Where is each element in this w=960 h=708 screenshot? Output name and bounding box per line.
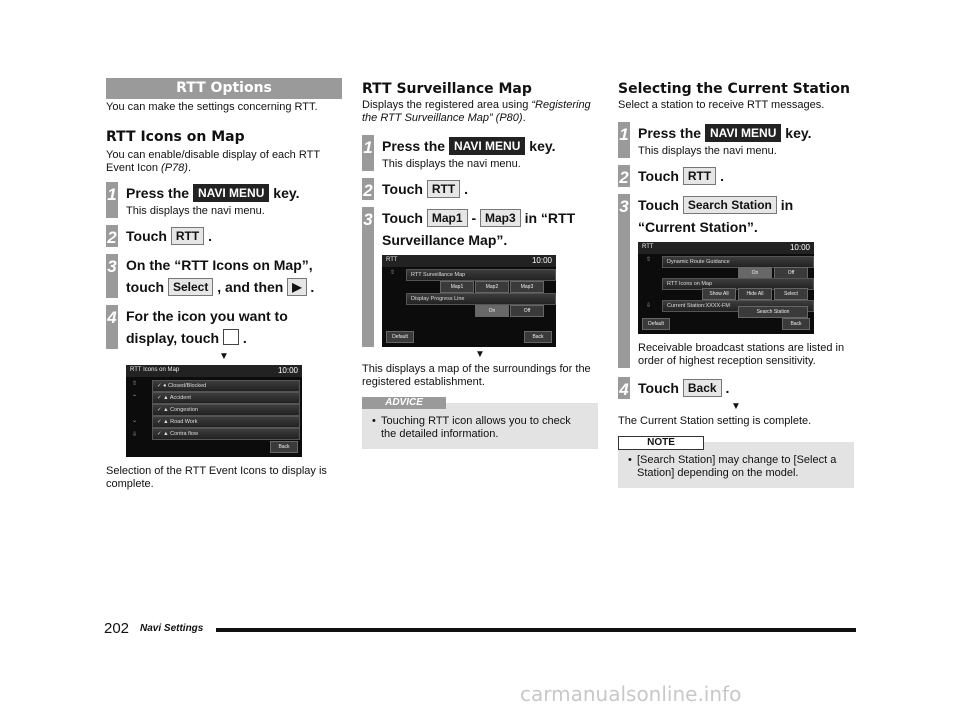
scroll-up-icon[interactable]: ⌃ [132, 395, 138, 401]
advice-item [372, 415, 588, 441]
map2-button[interactable]: Map2 [475, 281, 509, 293]
step-1 [106, 182, 342, 218]
screen-row[interactable]: RTT Icons on Map [662, 278, 814, 290]
screen-header [382, 255, 556, 267]
on-button[interactable]: On [475, 305, 509, 317]
down-arrow-icon: ▼ [731, 401, 741, 412]
scroll-bottom-icon[interactable]: ⇩ [646, 303, 652, 309]
step-title-line1: For the icon you want to [126, 308, 288, 324]
screen-title: RTT [386, 257, 398, 263]
step-number: 2 [618, 165, 630, 187]
scroll-top-icon[interactable]: ⇧ [132, 381, 138, 387]
screen-default-button[interactable]: Default [642, 318, 670, 330]
scroll-bottom-icon[interactable]: ⇩ [132, 432, 138, 438]
section-description [362, 99, 598, 125]
on-button[interactable]: On [738, 267, 772, 279]
screen-back-button[interactable]: Back [782, 318, 810, 330]
step-2 [106, 225, 342, 247]
step-title: Touch RTT . [382, 181, 468, 197]
screen-title: RTT Icons on Map [130, 367, 180, 373]
step-1 [362, 135, 598, 171]
page-number: 202 [104, 620, 130, 637]
description-text: You can enable/disable display of each RTT Event Icon [106, 149, 320, 174]
rtt-key[interactable]: RTT [427, 180, 460, 198]
navi-menu-key[interactable]: NAVI MENU [193, 184, 269, 202]
step-title: Press the NAVI MENU key. [126, 185, 300, 201]
step-number: 4 [618, 377, 630, 399]
screen-default-button[interactable]: Default [386, 331, 414, 343]
footer-section-name: Navi Settings [140, 623, 204, 634]
result-text: Selection of the RTT Event Icons to display is complete. [106, 465, 327, 490]
advice-label: ADVICE [362, 397, 446, 409]
step-title-line1: Touch Search Station in [638, 197, 794, 213]
rtt-key[interactable]: RTT [171, 227, 204, 245]
step-number: 3 [106, 254, 118, 298]
step-4 [618, 377, 854, 399]
advice-text: Touching RTT icon allows you to check the detailed information. [381, 415, 571, 440]
screen-back-button[interactable]: Back [270, 441, 298, 453]
step-title: Press the NAVI MENU key. [638, 125, 812, 141]
section-description [106, 149, 342, 175]
step-2 [362, 178, 598, 200]
checkbox-icon[interactable] [223, 329, 239, 345]
heading-rtt-surveillance-map: RTT Surveillance Map [362, 81, 532, 97]
step-description: This displays the navi menu. [126, 205, 265, 217]
step-title: Press the NAVI MENU key. [382, 138, 556, 154]
intro-text: You can make the settings concerning RTT. [106, 101, 318, 113]
step-4 [106, 305, 342, 349]
column-rtt-options [106, 78, 342, 491]
step-description: This displays the navi menu. [638, 145, 777, 157]
screen-row[interactable]: RTT Surveillance Map [406, 269, 556, 281]
screen-row[interactable]: ✓ ▲ Contra flow [152, 428, 300, 440]
step-3 [618, 194, 854, 368]
column-current-station [618, 78, 854, 488]
step-title-line2: touch Select , and then ▶ . [126, 279, 315, 295]
step-title: Touch Back . [638, 380, 730, 396]
bullet-icon: • [628, 454, 632, 466]
scroll-down-icon[interactable]: ⌄ [132, 418, 138, 424]
description-text: Displays the registered area using [362, 99, 529, 111]
step-2 [618, 165, 854, 187]
rtt-key[interactable]: RTT [683, 167, 716, 185]
screen-header [638, 242, 814, 254]
search-station-button[interactable]: Search Station [738, 306, 808, 318]
show-all-button[interactable]: Show All [702, 288, 736, 300]
section-description: Select a station to receive RTT messages. [618, 99, 825, 111]
step-title: Touch RTT . [638, 168, 724, 184]
step-number: 1 [618, 122, 630, 158]
description-end: . [522, 112, 526, 124]
result-text: The Current Station setting is complete. [618, 415, 812, 427]
screenshot-current-station [638, 242, 814, 334]
step-3 [362, 207, 598, 347]
step-3 [106, 254, 342, 298]
scroll-top-icon[interactable]: ⇧ [646, 257, 652, 263]
step-number: 4 [106, 305, 118, 349]
result-text: This displays a map of the surroundings for the registered establishment. [362, 363, 591, 388]
step-number: 3 [618, 194, 630, 368]
note-item [628, 454, 844, 480]
screen-row[interactable]: ✓ ▲ Road Work [152, 416, 300, 428]
scroll-top-icon[interactable]: ⇧ [390, 270, 396, 276]
screen-row[interactable]: Current Station:XXXX-FM [662, 300, 814, 312]
screen-clock: 10:00 [277, 366, 298, 375]
section-rtt-icons [106, 128, 342, 491]
screen-row[interactable]: ✓ ▲ Congestion [152, 404, 300, 416]
bullet-icon: • [372, 415, 376, 427]
page-footer [104, 618, 856, 638]
select-button[interactable]: Select [774, 288, 808, 300]
select-key[interactable]: Select [168, 278, 213, 296]
heading-selecting-current-station: Selecting the Current Station [618, 81, 850, 97]
screen-title: RTT [642, 244, 654, 250]
note-box [618, 437, 854, 488]
step-title-line2: “Current Station”. [638, 219, 758, 235]
advice-box [362, 397, 598, 449]
column-rtt-surveillance-map [362, 78, 598, 449]
map3-button[interactable]: Map3 [510, 281, 544, 293]
note-text: [Search Station] may change to [Select a Station] depending on the model. [637, 454, 837, 479]
down-arrow-icon: ▼ [475, 349, 485, 360]
off-button[interactable]: Off [510, 305, 544, 317]
screenshot-rtt-icons-on-map [126, 365, 302, 457]
page-reference-link[interactable]: “Registering the RTT Surveillance Map” (P80) [362, 99, 591, 124]
description-end: . [187, 162, 192, 174]
screenshot-rtt-surveillance [382, 255, 556, 347]
map1-key[interactable]: Map1 [427, 209, 468, 227]
play-arrow-key-icon[interactable]: ▶ [287, 278, 306, 296]
search-station-key[interactable]: Search Station [683, 196, 777, 214]
off-button[interactable]: Off [774, 267, 808, 279]
step-title-line2: display, touch . [126, 330, 247, 346]
step-description: Receivable broadcast stations are listed in order of highest reception sensitivity. [638, 342, 845, 367]
step-title-line1: Touch Map1 - Map3 in “RTT [382, 210, 576, 226]
navi-menu-key[interactable]: NAVI MENU [705, 124, 781, 142]
step-title: Touch RTT . [126, 228, 212, 244]
section-title-bar: RTT Options [106, 78, 342, 99]
note-label: NOTE [618, 436, 704, 450]
step-number: 2 [362, 178, 374, 200]
down-arrow-icon: ▼ [219, 351, 229, 362]
screen-row[interactable]: Display Progress Line [406, 293, 556, 305]
navi-menu-key[interactable]: NAVI MENU [449, 137, 525, 155]
step-number: 2 [106, 225, 118, 247]
step-number: 3 [362, 207, 374, 347]
screen-row[interactable]: Dynamic Route Guidance [662, 256, 814, 268]
map1-button[interactable]: Map1 [440, 281, 474, 293]
footer-rule [216, 628, 856, 632]
back-key[interactable]: Back [683, 379, 722, 397]
screen-back-button[interactable]: Back [524, 331, 552, 343]
step-title-line2: Surveillance Map”. [382, 232, 508, 248]
step-number: 1 [362, 135, 374, 171]
screen-row[interactable]: ✓ ● Closed/Blocked [152, 380, 300, 392]
heading-rtt-icons-on-map: RTT Icons on Map [106, 129, 245, 145]
step-title-line1: On the “RTT Icons on Map”, [126, 257, 313, 273]
step-number: 1 [106, 182, 118, 218]
hide-all-button[interactable]: Hide All [738, 288, 772, 300]
screen-row[interactable]: ✓ ▲ Accident [152, 392, 300, 404]
page-reference-link[interactable]: (P78) [161, 162, 188, 174]
screen-clock: 10:00 [531, 256, 552, 265]
step-1 [618, 122, 854, 158]
watermark: carmanualsonline.info [520, 682, 742, 706]
map3-key[interactable]: Map3 [480, 209, 521, 227]
step-description: This displays the navi menu. [382, 158, 521, 170]
screen-clock: 10:00 [789, 243, 810, 252]
